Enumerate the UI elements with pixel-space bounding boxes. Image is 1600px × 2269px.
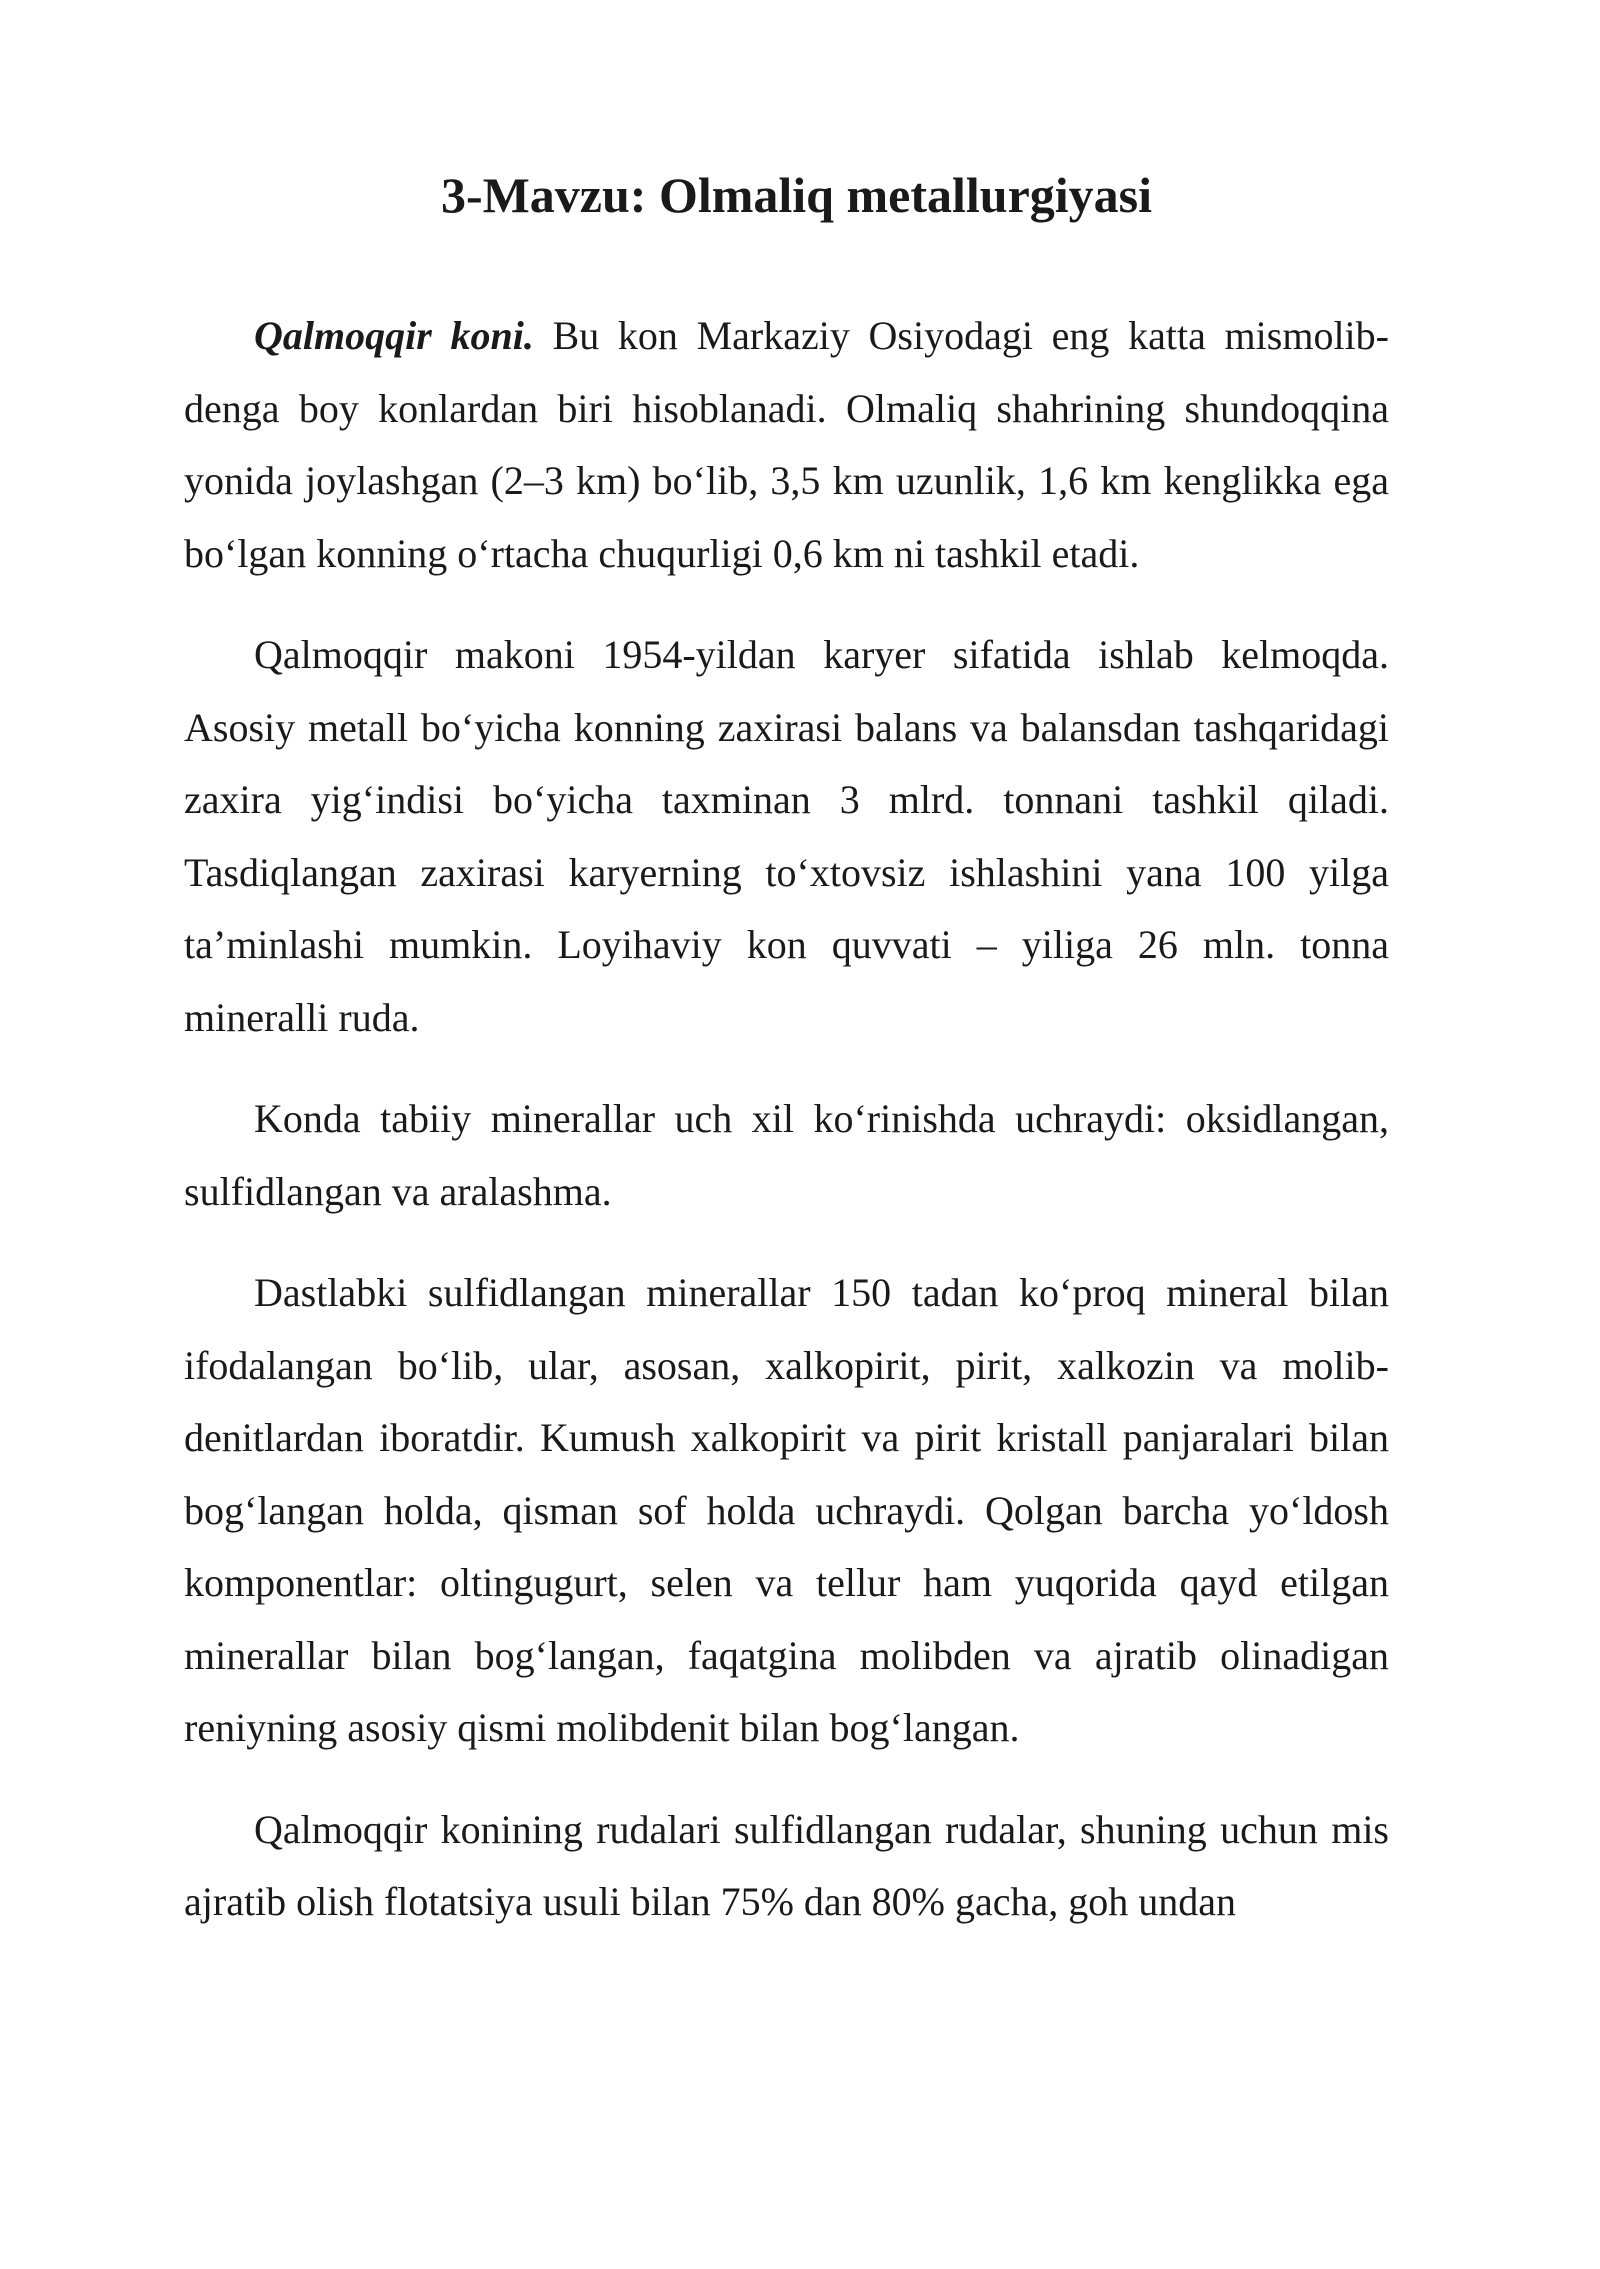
paragraph-3: Konda tabiiy minerallar uch xil ko‘rinishda uchraydi: oksidlangan, sulfidlangan va aralashma. <box>184 1096 1389 1214</box>
paragraph-5: Qalmoqqir konining rudalari sulfidlangan rudalar, shuning uchun mis ajratib olish flotatsiya usuli bilan 75% dan 80% gacha, goh undan <box>184 1806 1389 1924</box>
paragraph-text: Bu kon Markaziy Osiyodagi eng katta mismolib denga boy konlardan biri hisoblanadi. Olmaliq shahrining shundoqqina yonida joylashgan (2–3 km) bo‘lib, 3,5 km uzunlik, 1,6 km kenglikka ega bo‘lgan konning o‘rtacha chuqurligi 0,6 km ni tashkil etadi. <box>184 313 1389 576</box>
paragraph-lead: Qalmoqqir koni. <box>254 313 534 358</box>
paragraph-1 <box>184 300 1389 590</box>
document-page <box>184 160 1389 1939</box>
page-title: 3-Mavzu: Olmaliq metallurgiyasi <box>440 167 1153 223</box>
paragraph-4: Dastlabki sulfidlangan minerallar 150 tadan ko‘proq mineral bilan ifodalangan bo‘lib, ular, asosan, xalkopirit, pirit, xalkozin va molibdenitlardan iboratdir. Kumush xalkopirit va pirit kristall panjaralari bilan bog‘langan holda, qisman sof holda uchraydi. Qolgan barcha yo‘ldosh komponentlar: oltingugurt, selen va tellur ham yuqorida qayd etilgan minerallar bilan bog‘langan, faqatgina molibden va ajratib olinadigan reniyning asosiy qismi molibdenit bilan bog‘langan. <box>184 1270 1389 1750</box>
paragraph-2: Qalmoqqir makoni 1954-yildan karyer sifatida ishlab kelmoqda. Asosiy metall bo‘yicha konning zaxirasi balans va balansdan tashqaridagi zaxira yig‘indisi bo‘yicha taxminan 3 mlrd. tonnani tashkil qiladi. Tasdiqlangan zaxirasi karyerning to‘xtovsiz ishlashini yana 100 yilga ta’minlashi mumkin. Loyihaviy kon quvvati – yiliga 26 mln. tonna mineralli ruda. <box>184 632 1389 1040</box>
